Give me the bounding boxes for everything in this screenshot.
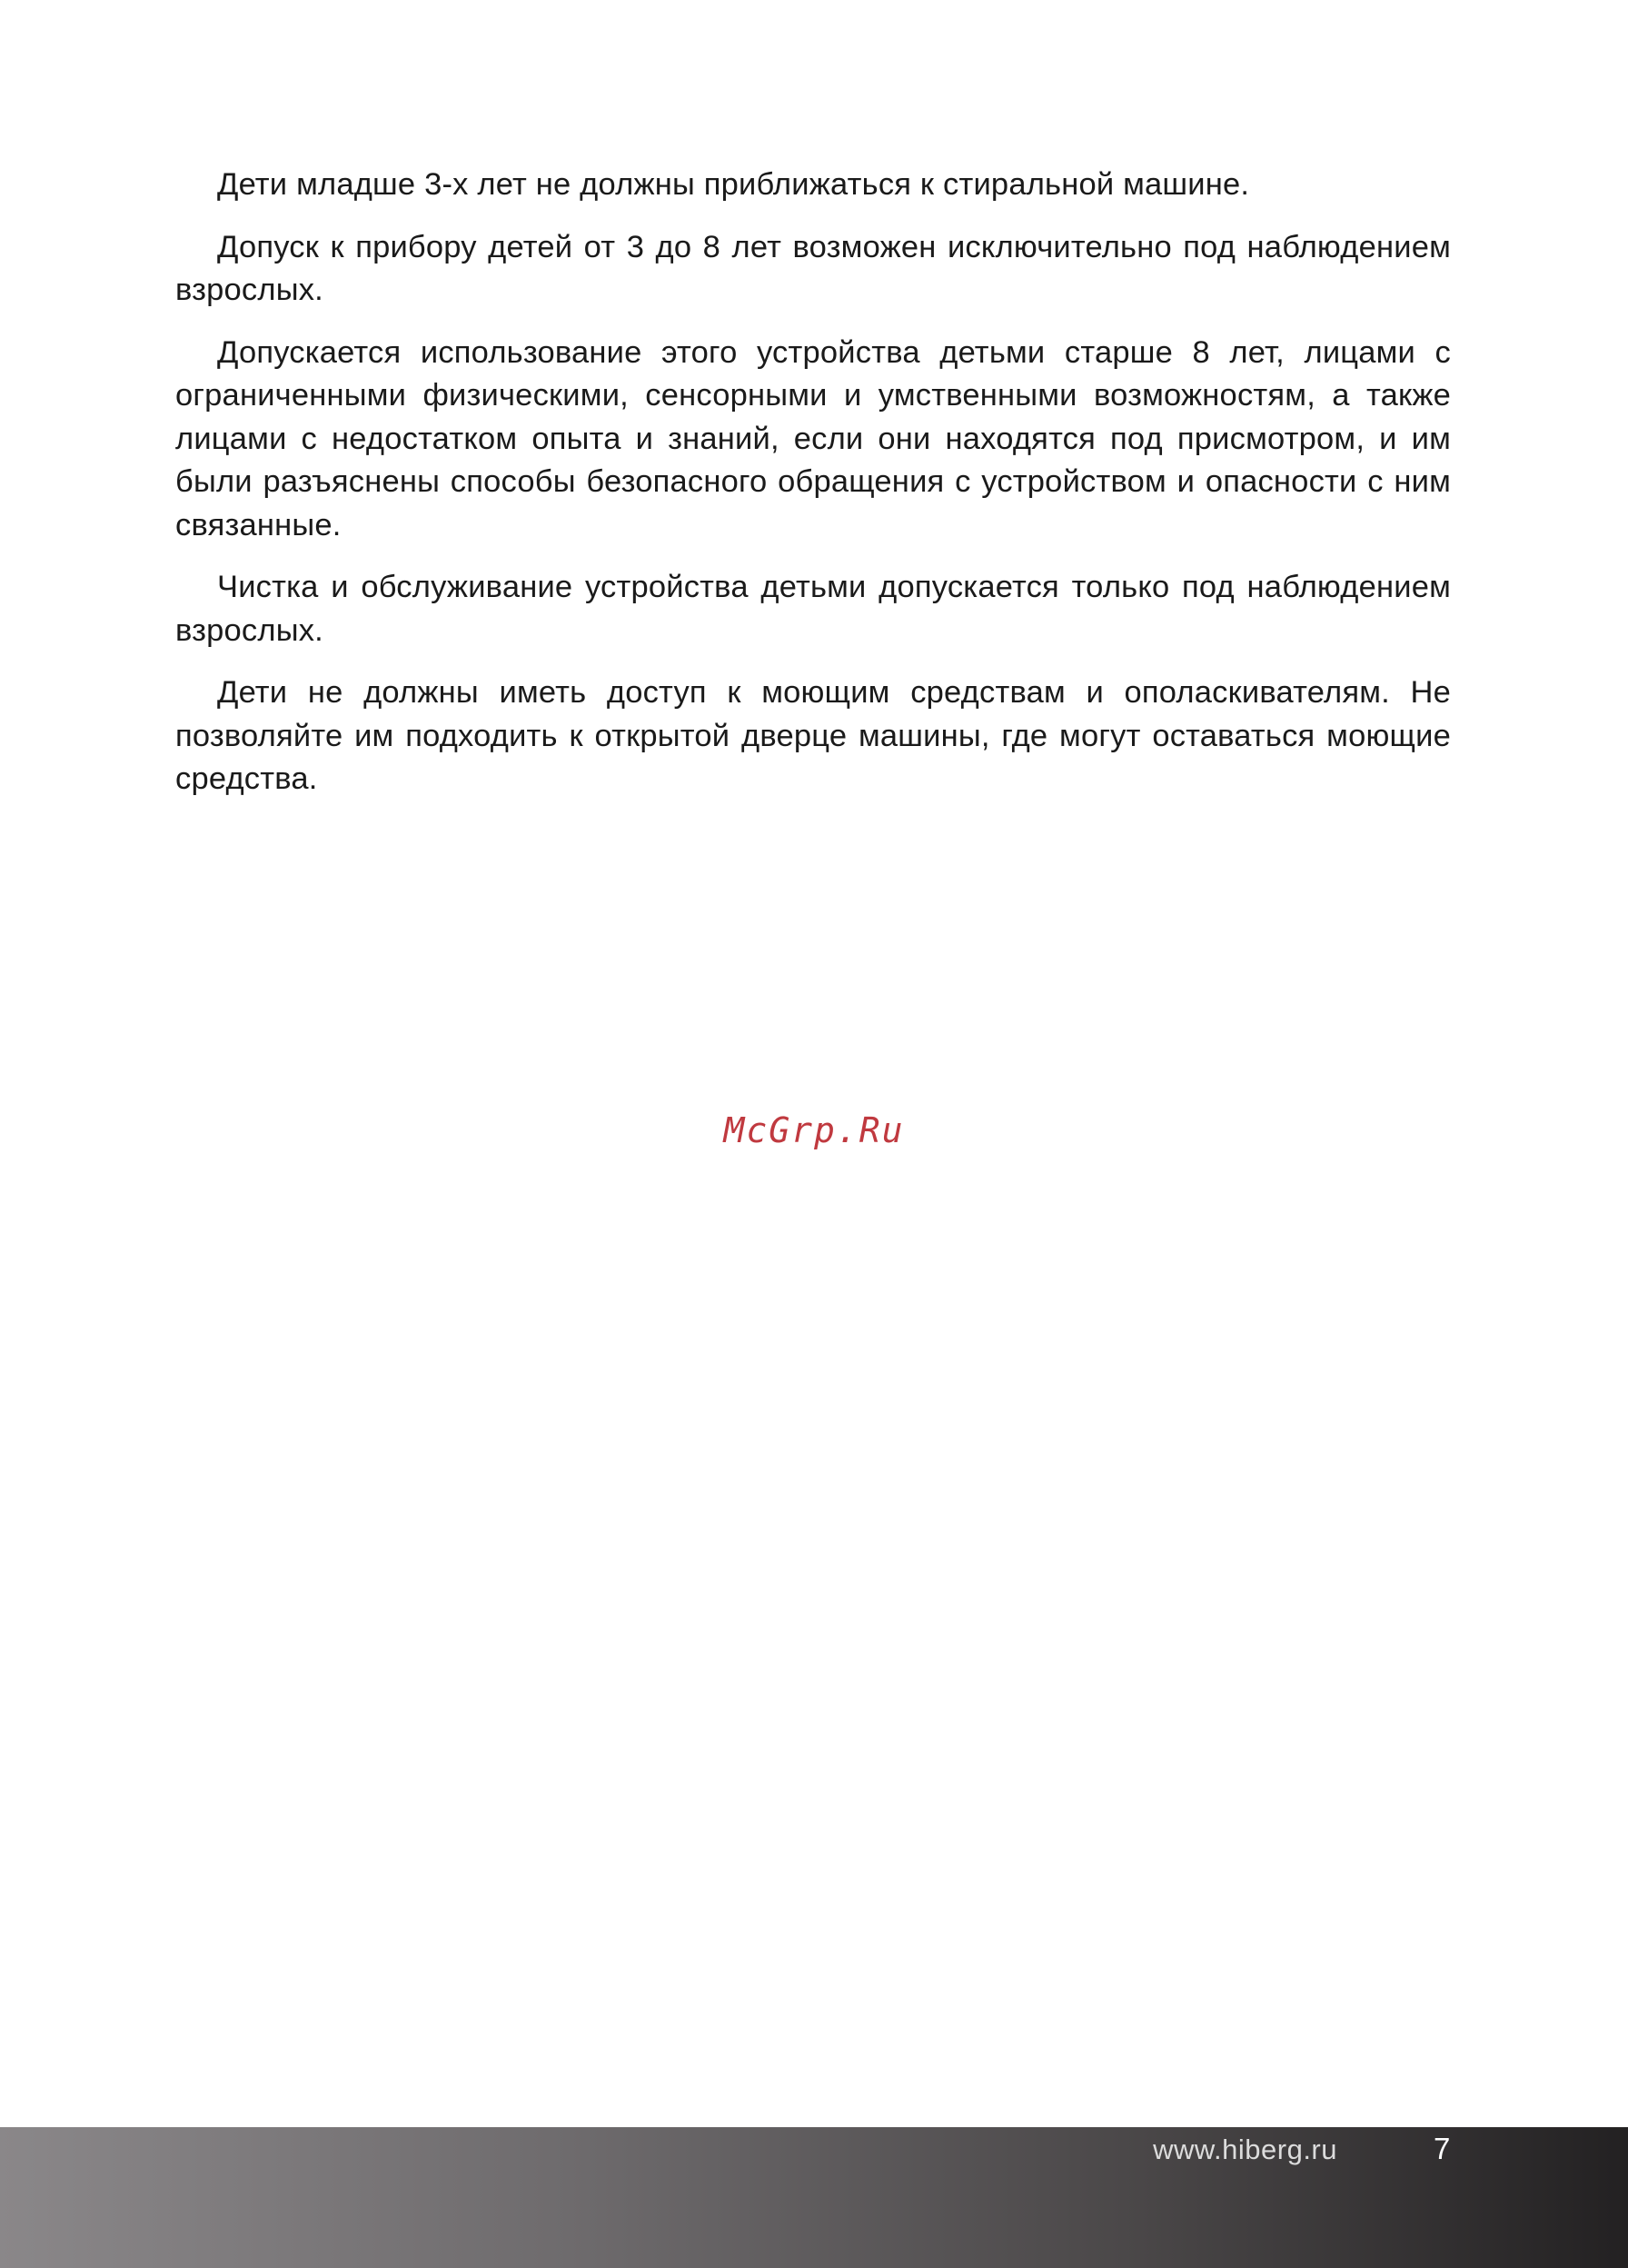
footer-url: www.hiberg.ru xyxy=(1153,2134,1337,2165)
paragraph-cleaning: Чистка и обслуживание устройства детьми допускается только под наблюдением взрослых. xyxy=(175,570,1451,648)
paragraph-children-3-to-8: Допуск к прибору детей от 3 до 8 лет возможен исключительно под наблюдением взрослых. xyxy=(175,229,1451,307)
paragraph-permitted-use: Допускается использование этого устройства детьми старше 8 лет, лицами с ограниченными физическими, сенсорными и умственными возможностям, а также лицами с недостатком опыта и знаний, если они находятся под присмотром, и им были разъяснены способы безопасного обращения с устройством и опасности с ним связанные. xyxy=(175,334,1451,542)
watermark-text: McGrp.Ru xyxy=(723,1110,905,1150)
page-number: 7 xyxy=(1434,2132,1451,2165)
document-body xyxy=(175,164,1451,821)
paragraph-children-under-3: Дети младше 3-х лет не должны приближаться к стиральной машине. xyxy=(217,167,1250,202)
paragraph-detergents: Дети не должны иметь доступ к моющим средствам и ополаскивателям. Не позволяйте им подходить к открытой дверце машины, где могут оставаться моющие средства. xyxy=(175,675,1451,796)
footer-bar xyxy=(0,2127,1628,2268)
